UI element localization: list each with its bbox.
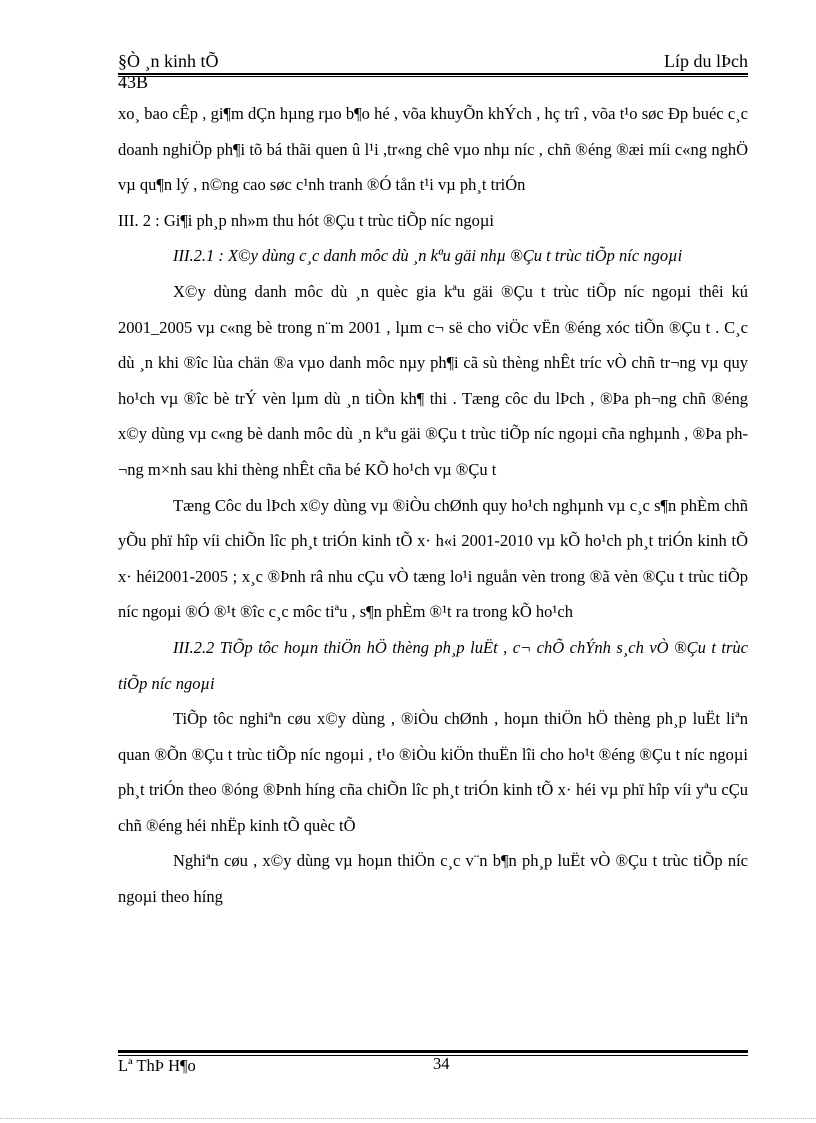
header-class-name: Líp du lÞch	[664, 51, 748, 71]
footer-author: Lª ThÞ H¶o	[118, 1056, 196, 1075]
paragraph-research: Nghiªn cøu , x©y dùng vµ hoµn thiÖn c¸c v¨n b¶n ph¸p luËt vÒ ®Çu t trùc tiÕp níc ngoµi theo híng	[118, 851, 748, 907]
footer-rule-thick	[118, 1050, 748, 1053]
page-bottom-edge	[0, 1118, 816, 1119]
section-heading: III. 2 : Gi¶i ph¸p nh»m thu hót ®Çu t trùc tiÕp níc ngoµi	[118, 210, 494, 230]
paragraph-intro-continued: xo¸ bao cÊp , gi¶m dÇn hµng rµo b¶o hé , võa khuyÕn khÝch , hç trî , võa t¹o søc Ðp buéc c¸c doanh nghiÖp ph¶i tõ bá thãi quen û l¹i ,tr«ng chê vµo nhµ níc , chñ ®éng ®æi míi c«ng nghÖ vµ qu¶n lý , n©ng cao søc c¹nh tranh ®Ó tån t¹i vµ ph¸t triÓn	[118, 104, 748, 195]
subsection-heading-1: III.2.1 : X©y dùng c¸c danh môc dù ¸n kªu gäi nhµ ®Çu t trùc tiÕp níc ngoµi	[173, 246, 683, 266]
header-class-code: 43B	[118, 72, 149, 92]
page-header	[118, 50, 748, 92]
subsection-heading-2: III.2.2 TiÕp tôc hoµn thiÖn hÖ thèng ph¸p luËt , c¬ chÕ chÝnh s¸ch vÒ ®Çu t trùc tiÕp níc ngoµi	[118, 637, 748, 693]
header-rule-thin	[118, 76, 748, 77]
header-rule-thick	[118, 73, 748, 75]
page-number: 34	[433, 1054, 450, 1073]
paragraph-project-list: X©y dùng danh môc dù ¸n quèc gia kªu gäi ®Çu t trùc tiÕp níc ngoµi thêi kú 2001_2005 vµ c«ng bè trong n¨m 2001 , lµm c¬ së cho viÖc vËn ®éng xóc tiÕn ®Çu t . C¸c dù ¸n khi ®îc lùa chän ®a vµo danh môc nµy ph¶i cã sù thèng nhÊt tríc vÒ chñ tr¬ng vµ quy ho¹ch vµ ®îc bè trÝ vèn lµm dù ¸n tiÒn kh¶ thi . Tæng côc du lÞch , ®Þa ph¬ng chñ ®éng x©y dùng vµ c«ng bè danh môc dù ¸n kªu gäi ®Çu t trùc tiÕp níc ngoµi cña nghµnh , ®Þa ph¬ng m×nh sau khi thèng nhÊt cña bé KÕ ho¹ch vµ ®Çu t	[118, 281, 748, 479]
page-footer	[118, 1050, 748, 1080]
page-body	[118, 96, 748, 915]
paragraph-legal-system: TiÕp tôc nghiªn cøu x©y dùng , ®iÒu chØnh , hoµn thiÖn hÖ thèng ph¸p luËt liªn quan ®Õn ®Çu t trùc tiÕp níc ngoµi , t¹o ®iÒu kiÖn thuËn lîi cho ho¹t ®éng ®Çu t níc ngoµi ph¸t triÓn theo ®óng ®Þnh híng cña chiÕn lîc ph¸t triÓn kinh tÕ x· héi vµ phï hîp víi yªu cÇu chñ ®éng héi nhËp kinh tÕ quèc tÕ	[118, 709, 748, 835]
paragraph-tourism-planning: Tæng Côc du lÞch x©y dùng vµ ®iÒu chØnh quy ho¹ch nghµnh vµ c¸c s¶n phÈm chñ yÕu phï hîp víi chiÕn lîc ph¸t triÓn kinh tÕ x· h«i 2001-2010 vµ kÕ ho¹ch ph¸t triÓn kinh tÕ x· héi2001-2005 ; x¸c ®Þnh râ nhu cÇu vÒ tæng lo¹i nguån vèn trong ®ã vèn ®Çu t trùc tiÕp níc ngoµi ®Ó ®¹t ®îc c¸c môc tiªu , s¶n phÈm ®¹t ra trong kÕ ho¹ch	[118, 495, 748, 622]
header-document-type: §Ò ¸n kinh tÕ	[118, 51, 219, 71]
